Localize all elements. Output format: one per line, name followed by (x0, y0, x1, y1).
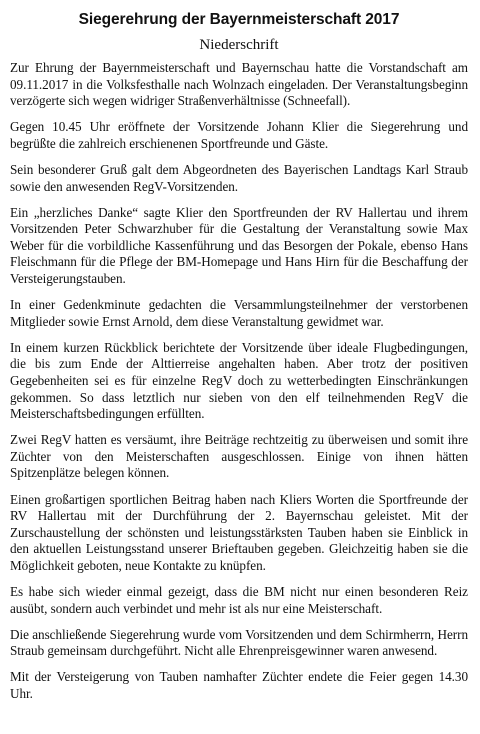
paragraph-fees: Zwei RegV hatten es versäumt, ihre Beiträge rechtzeitig zu überweisen und somit ihre Züchter von den Meisterschaften ausgeschlossen. Einige von ihnen hätten Spitzenplätze belegen können. (10, 432, 468, 481)
paragraph-summary: Es habe sich wieder einmal gezeigt, dass die BM nicht nur einen besonderen Reiz ausübt, sondern auch verbindet und mehr ist als nur eine Meisterschaft. (10, 584, 468, 616)
document-subtitle: Niederschrift (199, 37, 279, 53)
paragraph-memorial: In einer Gedenkminute gedachten die Versammlungsteilnehmer der verstorbenen Mitglieder sowie Ernst Arnold, dem diese Veranstaltung gewidmet war. (10, 297, 468, 329)
paragraph-opening: Gegen 10.45 Uhr eröffnete der Vorsitzende Johann Klier die Siegerehrung und begrüßte die zahlreich erschienenen Sportfreunde und Gäste. (10, 119, 468, 151)
paragraph-show: Einen großartigen sportlichen Beitrag haben nach Kliers Worten die Sportfreunde der RV Hallertau mit der Durchführung der 2. Bayernschau geleistet. Mit der Zurschaustellung der schönsten und leistungsstärksten Tauben haben sie Einblick in den aktuellen Leistungsstand unserer Brieftauben gegeben. Gleichzeitig haben sie die Möglichkeit geboten, neue Kontakte zu knüpfen. (10, 491, 468, 573)
document-title: Siegerehrung der Bayernmeisterschaft 2017 (78, 11, 400, 28)
paragraph-invitation: Zur Ehrung der Bayernmeisterschaft und Bayernschau hatte die Vorstandschaft am 09.11.2017 in die Volksfesthalle nach Wolnzach eingeladen. Der Veranstaltungsbeginn verzögerte sich wegen widriger Straßenverhältnisse (Schneefall). (10, 60, 468, 109)
paragraph-ceremony: Die anschließende Siegerehrung wurde vom Vorsitzenden und dem Schirmherrn, Herrn Straub gemeinsam durchgeführt. Nicht alle Ehrenpreisgewinner waren anwesend. (10, 626, 468, 659)
paragraph-greeting: Sein besonderer Gruß galt dem Abgeordneten des Bayerischen Landtags Karl Straub sowie den anwesenden RegV-Vorsitzenden. (10, 161, 468, 194)
paragraph-review: In einem kurzen Rückblick berichtete der Vorsitzende über ideale Flugbedingungen, die bis zum Ende der Alttierreise angehalten haben. Aber trotz der positiven Gegebenheiten sei es für einzelne RegV doch zu wetterbedingten Einschränkungen gekommen. So dass letztlich nur sieben von den elf teilnehmenden RegV die Meisterschaftsbedingungen erfüllten. (10, 339, 468, 422)
paragraph-thanks: Ein „herzliches Danke“ sagte Klier den Sportfreunden der RV Hallertau und ihrem Vorsitzenden Peter Schwarzhuber für die Gestaltung der Veranstaltung sowie Max Weber für die vorbildliche Kassenführung und das Besorgen der Pokale, ebenso Hans Fleischmann für die Pflege der BM-Homepage und Hans Hirn für die Beschaffung der Versteigerungstauben. (10, 204, 468, 287)
paragraph-closing: Mit der Versteigerung von Tauben namhafter Züchter endete die Feier gegen 14.30 Uhr. (10, 669, 468, 701)
